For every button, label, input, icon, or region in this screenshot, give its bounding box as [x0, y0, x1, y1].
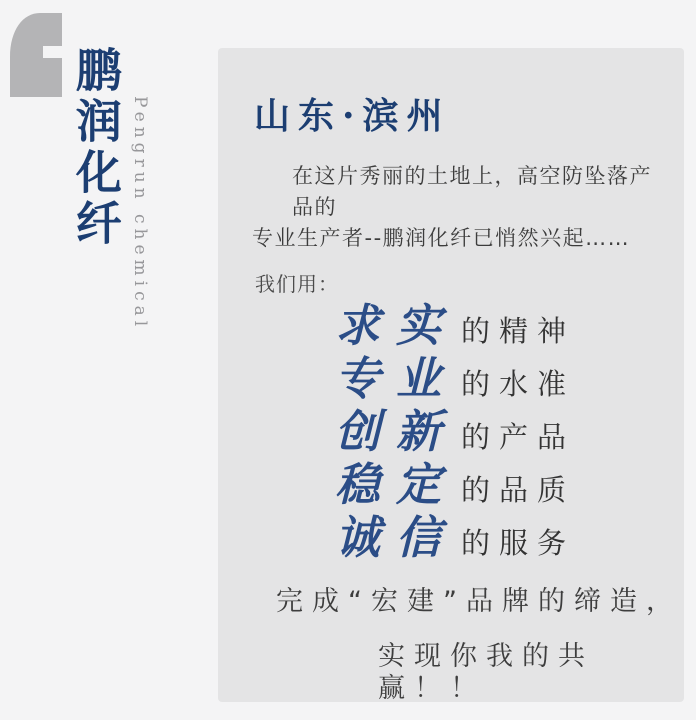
closing-line-1: 完成“宏建”品牌的缔造，: [276, 586, 682, 617]
value-keyword: 创新: [335, 405, 458, 458]
value-row: [335, 458, 684, 511]
value-keyword: 诚信: [335, 511, 458, 564]
values-list: [335, 299, 684, 564]
values-intro-label: 我们用：: [255, 272, 339, 296]
closing-line-2: 实现你我的共赢！！: [378, 641, 594, 704]
value-suffix: 的产品: [461, 420, 576, 454]
value-suffix: 的品质: [461, 473, 576, 507]
brand-english-label: Pengrun chemical: [130, 96, 150, 332]
value-row: [335, 352, 684, 405]
quote-mark-icon: [10, 13, 62, 97]
content-panel: [218, 48, 684, 702]
intro-line-2: 专业生产者--鹏润化纤已悄然兴起……: [252, 226, 631, 250]
value-keyword: 稳定: [335, 458, 458, 511]
intro-line-1: 在这片秀丽的土地上，高空防坠落产品的: [292, 164, 652, 219]
value-row: [335, 405, 684, 458]
value-keyword: 专业: [335, 352, 458, 405]
intro-paragraph: [252, 161, 666, 254]
value-row: [335, 511, 684, 564]
value-suffix: 的精神: [461, 314, 576, 348]
value-row: [335, 299, 684, 352]
region-heading: 山东·滨州: [254, 95, 451, 137]
brand-vertical-title: 鹏润化纤: [68, 46, 123, 250]
value-keyword: 求实: [335, 299, 458, 352]
value-suffix: 的水准: [461, 367, 576, 401]
value-suffix: 的服务: [461, 526, 576, 560]
